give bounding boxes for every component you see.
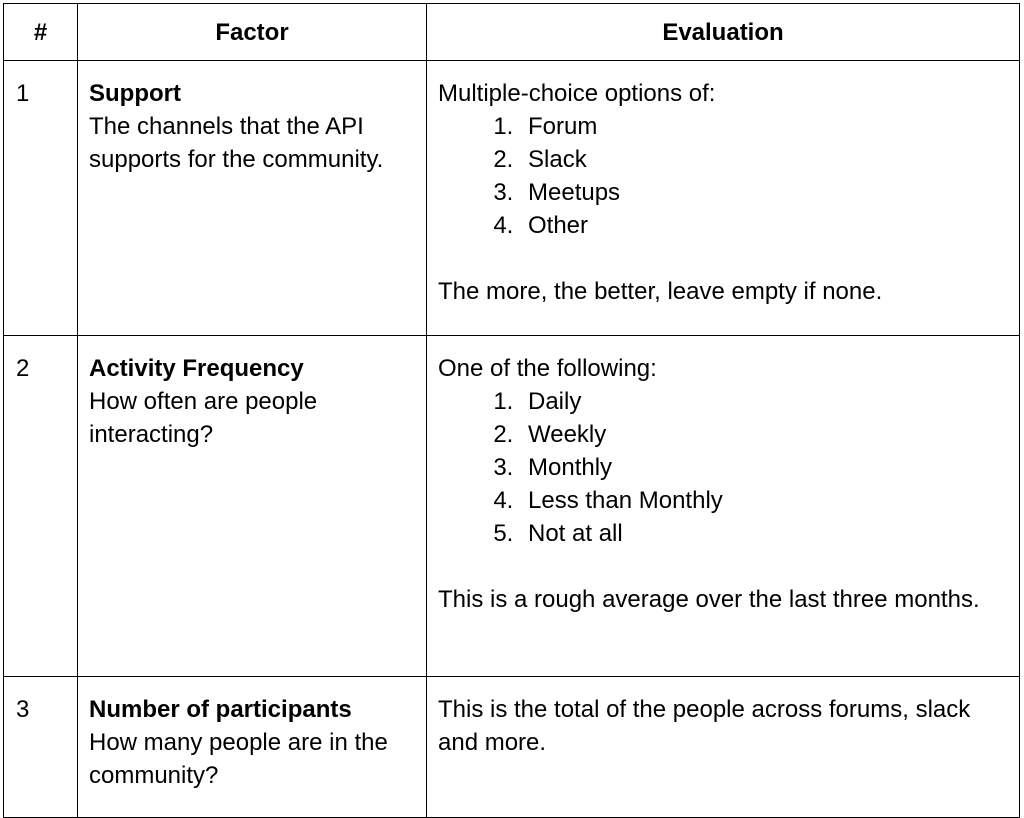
header-factor: Factor	[78, 4, 427, 61]
table-row	[4, 336, 1020, 677]
list-item: 4. Less than Monthly	[520, 484, 1009, 517]
table-row	[4, 61, 1020, 336]
evaluation-cell	[427, 677, 1020, 818]
factor-cell	[78, 61, 427, 336]
factor-title: Support	[89, 80, 181, 107]
header-number: #	[4, 4, 78, 61]
list-item: 4. Other	[520, 209, 1009, 242]
factor-title: Number of participants	[89, 696, 352, 723]
evaluation-note: This is a rough average over the last three months.	[438, 586, 980, 613]
row-number: 2	[4, 336, 78, 677]
row-number: 1	[4, 61, 78, 336]
factor-description: The channels that the API supports for the community.	[89, 113, 384, 173]
list-item: 1. Forum	[520, 110, 1009, 143]
table-row	[4, 677, 1020, 818]
header-evaluation: Evaluation	[427, 4, 1020, 61]
table-header	[4, 4, 1020, 61]
factor-cell	[78, 677, 427, 818]
factor-title: Activity Frequency	[89, 355, 304, 382]
list-item: 3. Meetups	[520, 176, 1009, 209]
evaluation-intro: One of the following:	[438, 355, 657, 382]
evaluation-cell	[427, 336, 1020, 677]
list-item: 1. Daily	[520, 385, 1009, 418]
evaluation-cell	[427, 61, 1020, 336]
list-item: 2. Slack	[520, 143, 1009, 176]
evaluation-note: The more, the better, leave empty if none.	[438, 278, 883, 305]
list-item: 5. Not at all	[520, 517, 1009, 550]
evaluation-intro: Multiple-choice options of:	[438, 80, 716, 107]
factor-description: How many people are in the community?	[89, 729, 388, 789]
options-list	[438, 385, 1009, 550]
table-body	[4, 61, 1020, 818]
evaluation-intro: This is the total of the people across forums, slack and more.	[438, 696, 971, 756]
row-number: 3	[4, 677, 78, 818]
factor-description: How often are people interacting?	[89, 388, 318, 448]
list-item: 2. Weekly	[520, 418, 1009, 451]
list-item: 3. Monthly	[520, 451, 1009, 484]
factor-cell	[78, 336, 427, 677]
options-list	[438, 110, 1009, 242]
factors-table	[3, 3, 1020, 818]
header-row	[4, 4, 1020, 61]
